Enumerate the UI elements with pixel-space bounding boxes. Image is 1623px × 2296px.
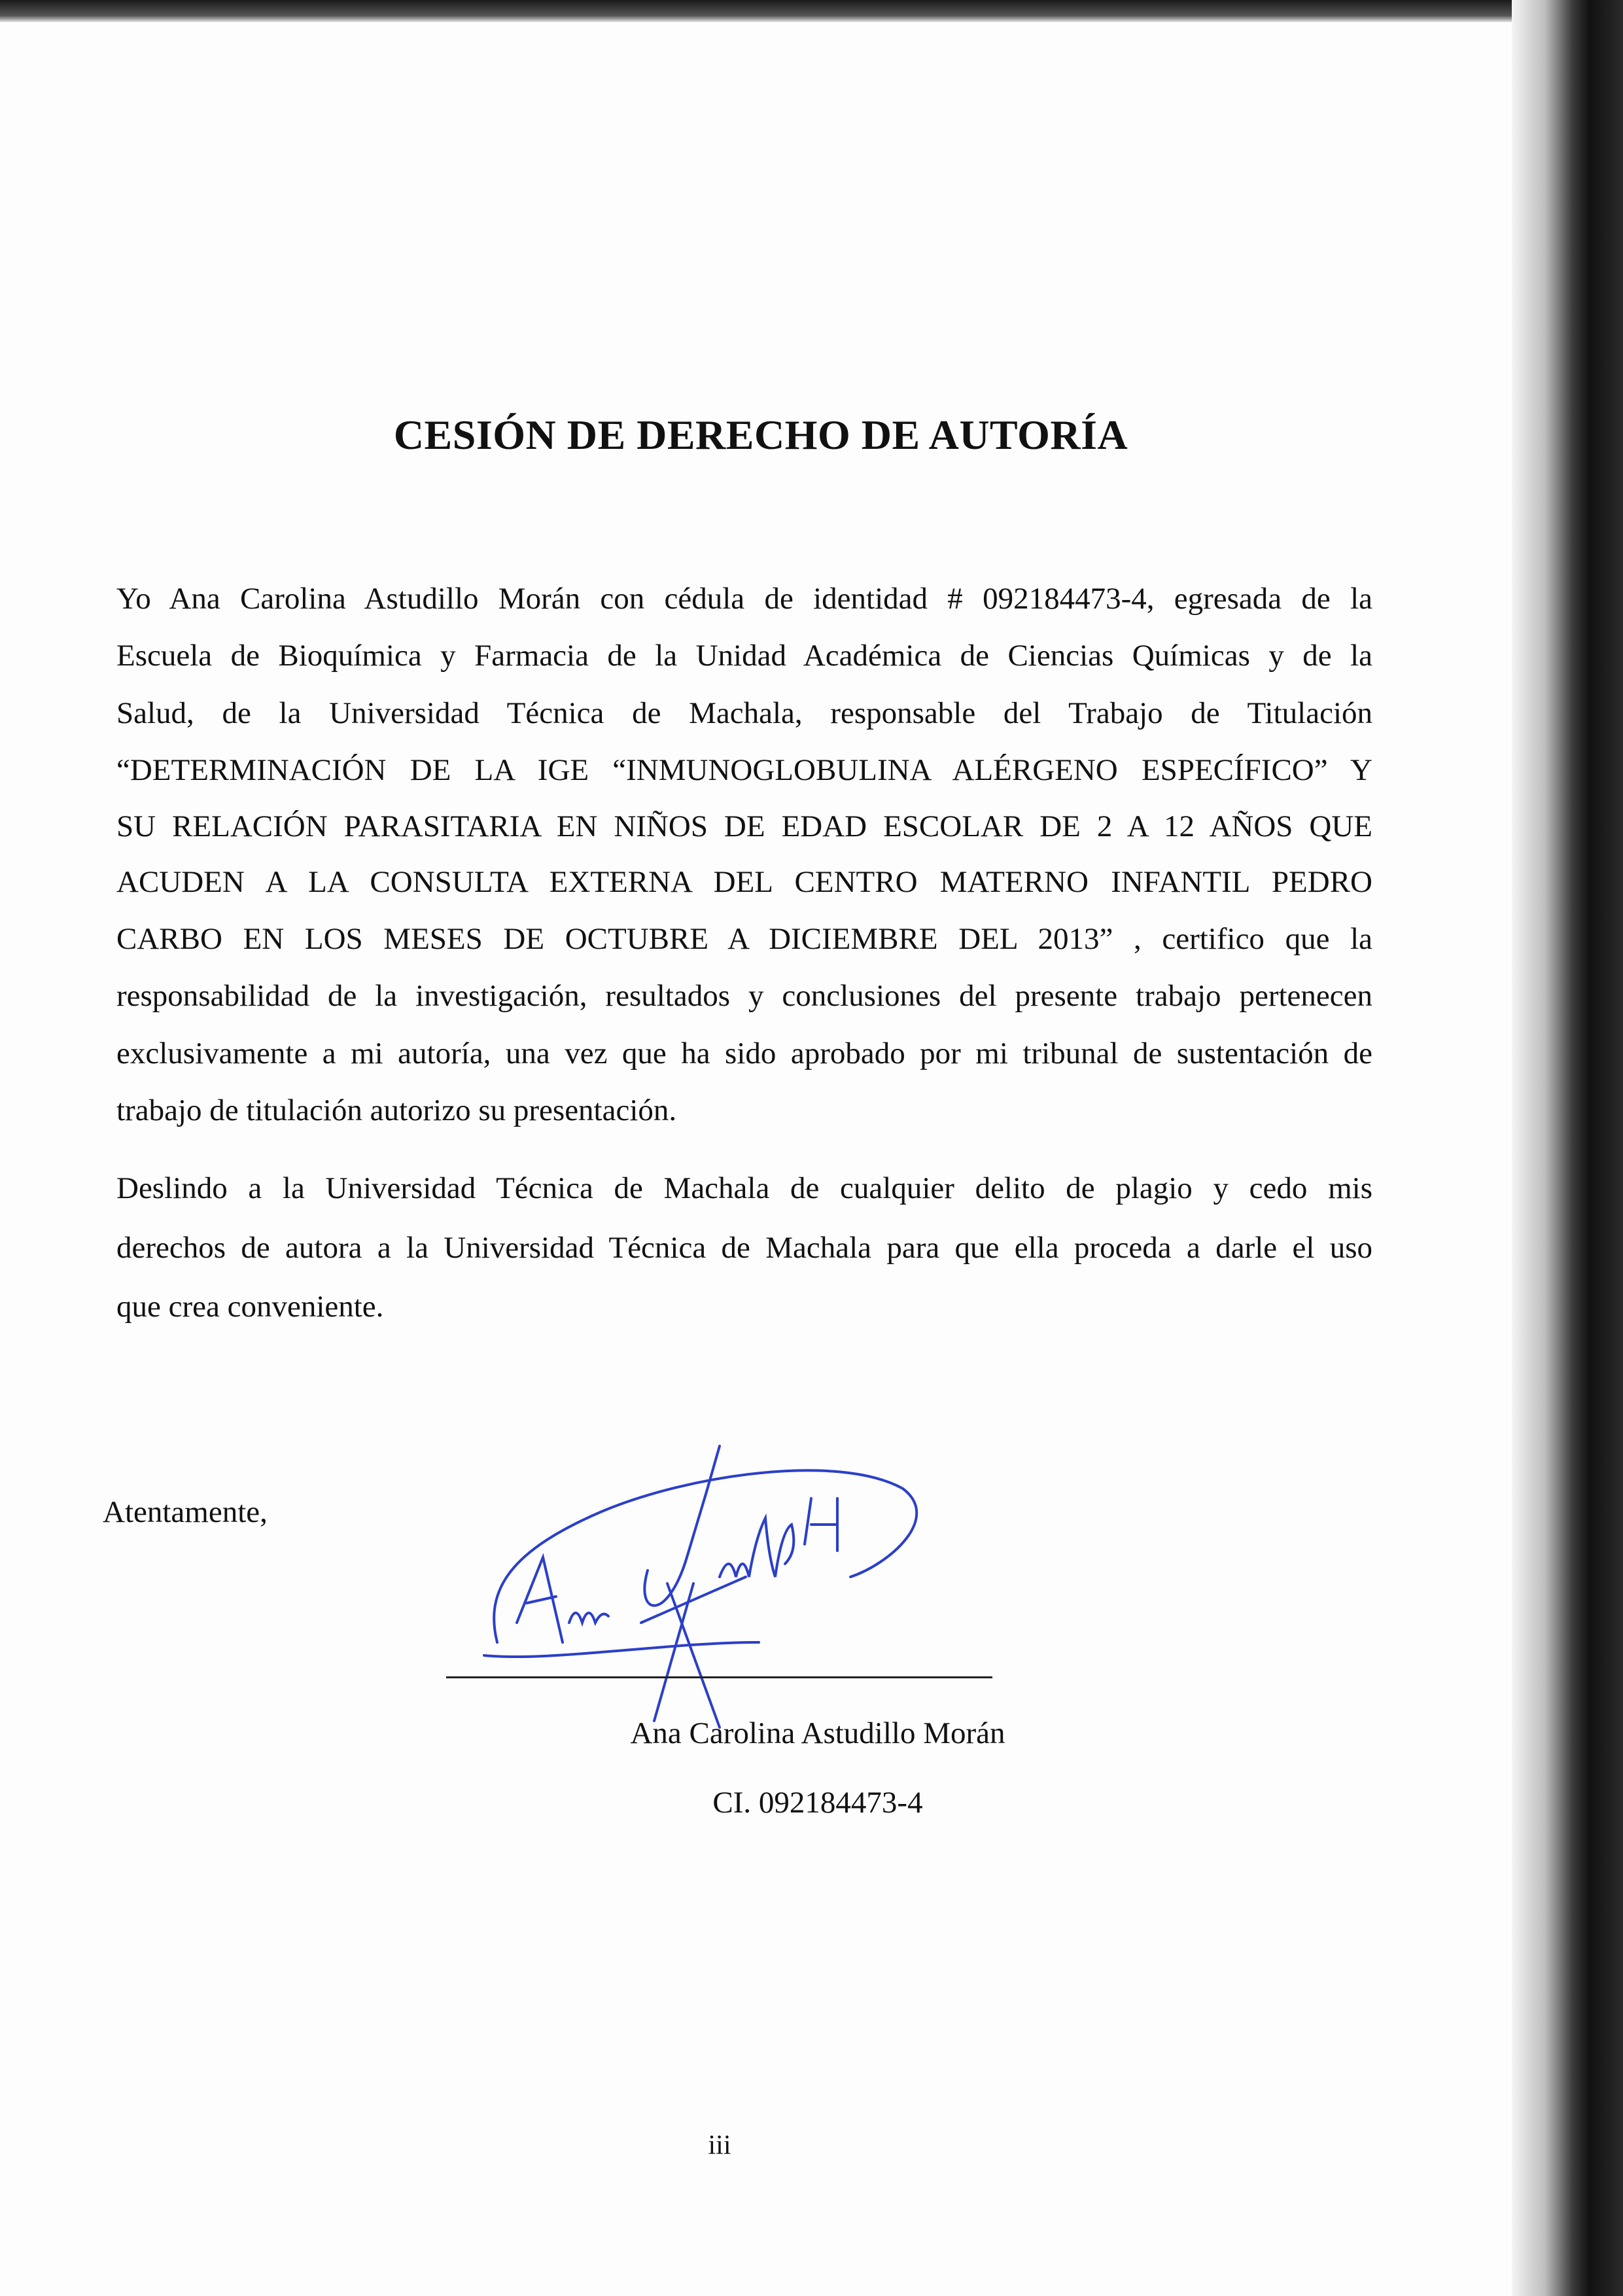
page-number: iii: [708, 2130, 731, 2161]
text-line: trabajo de titulación autorizo su presentación.: [116, 1093, 677, 1127]
signatory-id: CI. 092184473-4: [712, 1786, 923, 1820]
text-line: exclusivamente a mi autoría, una vez que ha sido aprobado por mi tribunal de sustentación de: [116, 1036, 1372, 1070]
text-line: Deslindo a la Universidad Técnica de Machala de cualquier delito de plagio y cedo mis: [116, 1171, 1372, 1205]
signature-line: [446, 1676, 992, 1678]
text-line: “DETERMINACIÓN DE LA IGE “INMUNOGLOBULINA ALÉRGENO ESPECÍFICO” Y: [116, 753, 1372, 787]
signatory-name: Ana Carolina Astudillo Morán: [630, 1716, 1005, 1750]
page-title: CESIÓN DE DERECHO DE AUTORÍA: [393, 412, 1128, 458]
text-line: que crea conveniente.: [116, 1290, 384, 1324]
scan-binding-shadow: [1512, 0, 1623, 2296]
text-line: Escuela de Bioquímica y Farmacia de la Unidad Académica de Ciencias Químicas y de la: [116, 639, 1372, 673]
text-line: derechos de autora a la Universidad Técnica de Machala para que ella proceda a darle el uso: [116, 1231, 1372, 1265]
handwritten-signature: [471, 1426, 942, 1734]
text-line: Salud, de la Universidad Técnica de Machala, responsable del Trabajo de Titulación: [116, 696, 1372, 730]
text-line: responsabilidad de la investigación, resultados y conclusiones del presente trabajo pertenecen: [116, 979, 1372, 1013]
text-line: CARBO EN LOS MESES DE OCTUBRE A DICIEMBRE DEL 2013” , certifico que la: [116, 922, 1372, 956]
text-line: ACUDEN A LA CONSULTA EXTERNA DEL CENTRO MATERNO INFANTIL PEDRO: [116, 865, 1372, 899]
closing-salutation: Atentamente,: [103, 1495, 268, 1529]
text-line: SU RELACIÓN PARASITARIA EN NIÑOS DE EDAD ESCOLAR DE 2 A 12 AÑOS QUE: [116, 809, 1372, 843]
scan-top-edge: [0, 0, 1623, 22]
text-line: Yo Ana Carolina Astudillo Morán con cédula de identidad # 092184473-4, egresada de la: [116, 582, 1372, 616]
